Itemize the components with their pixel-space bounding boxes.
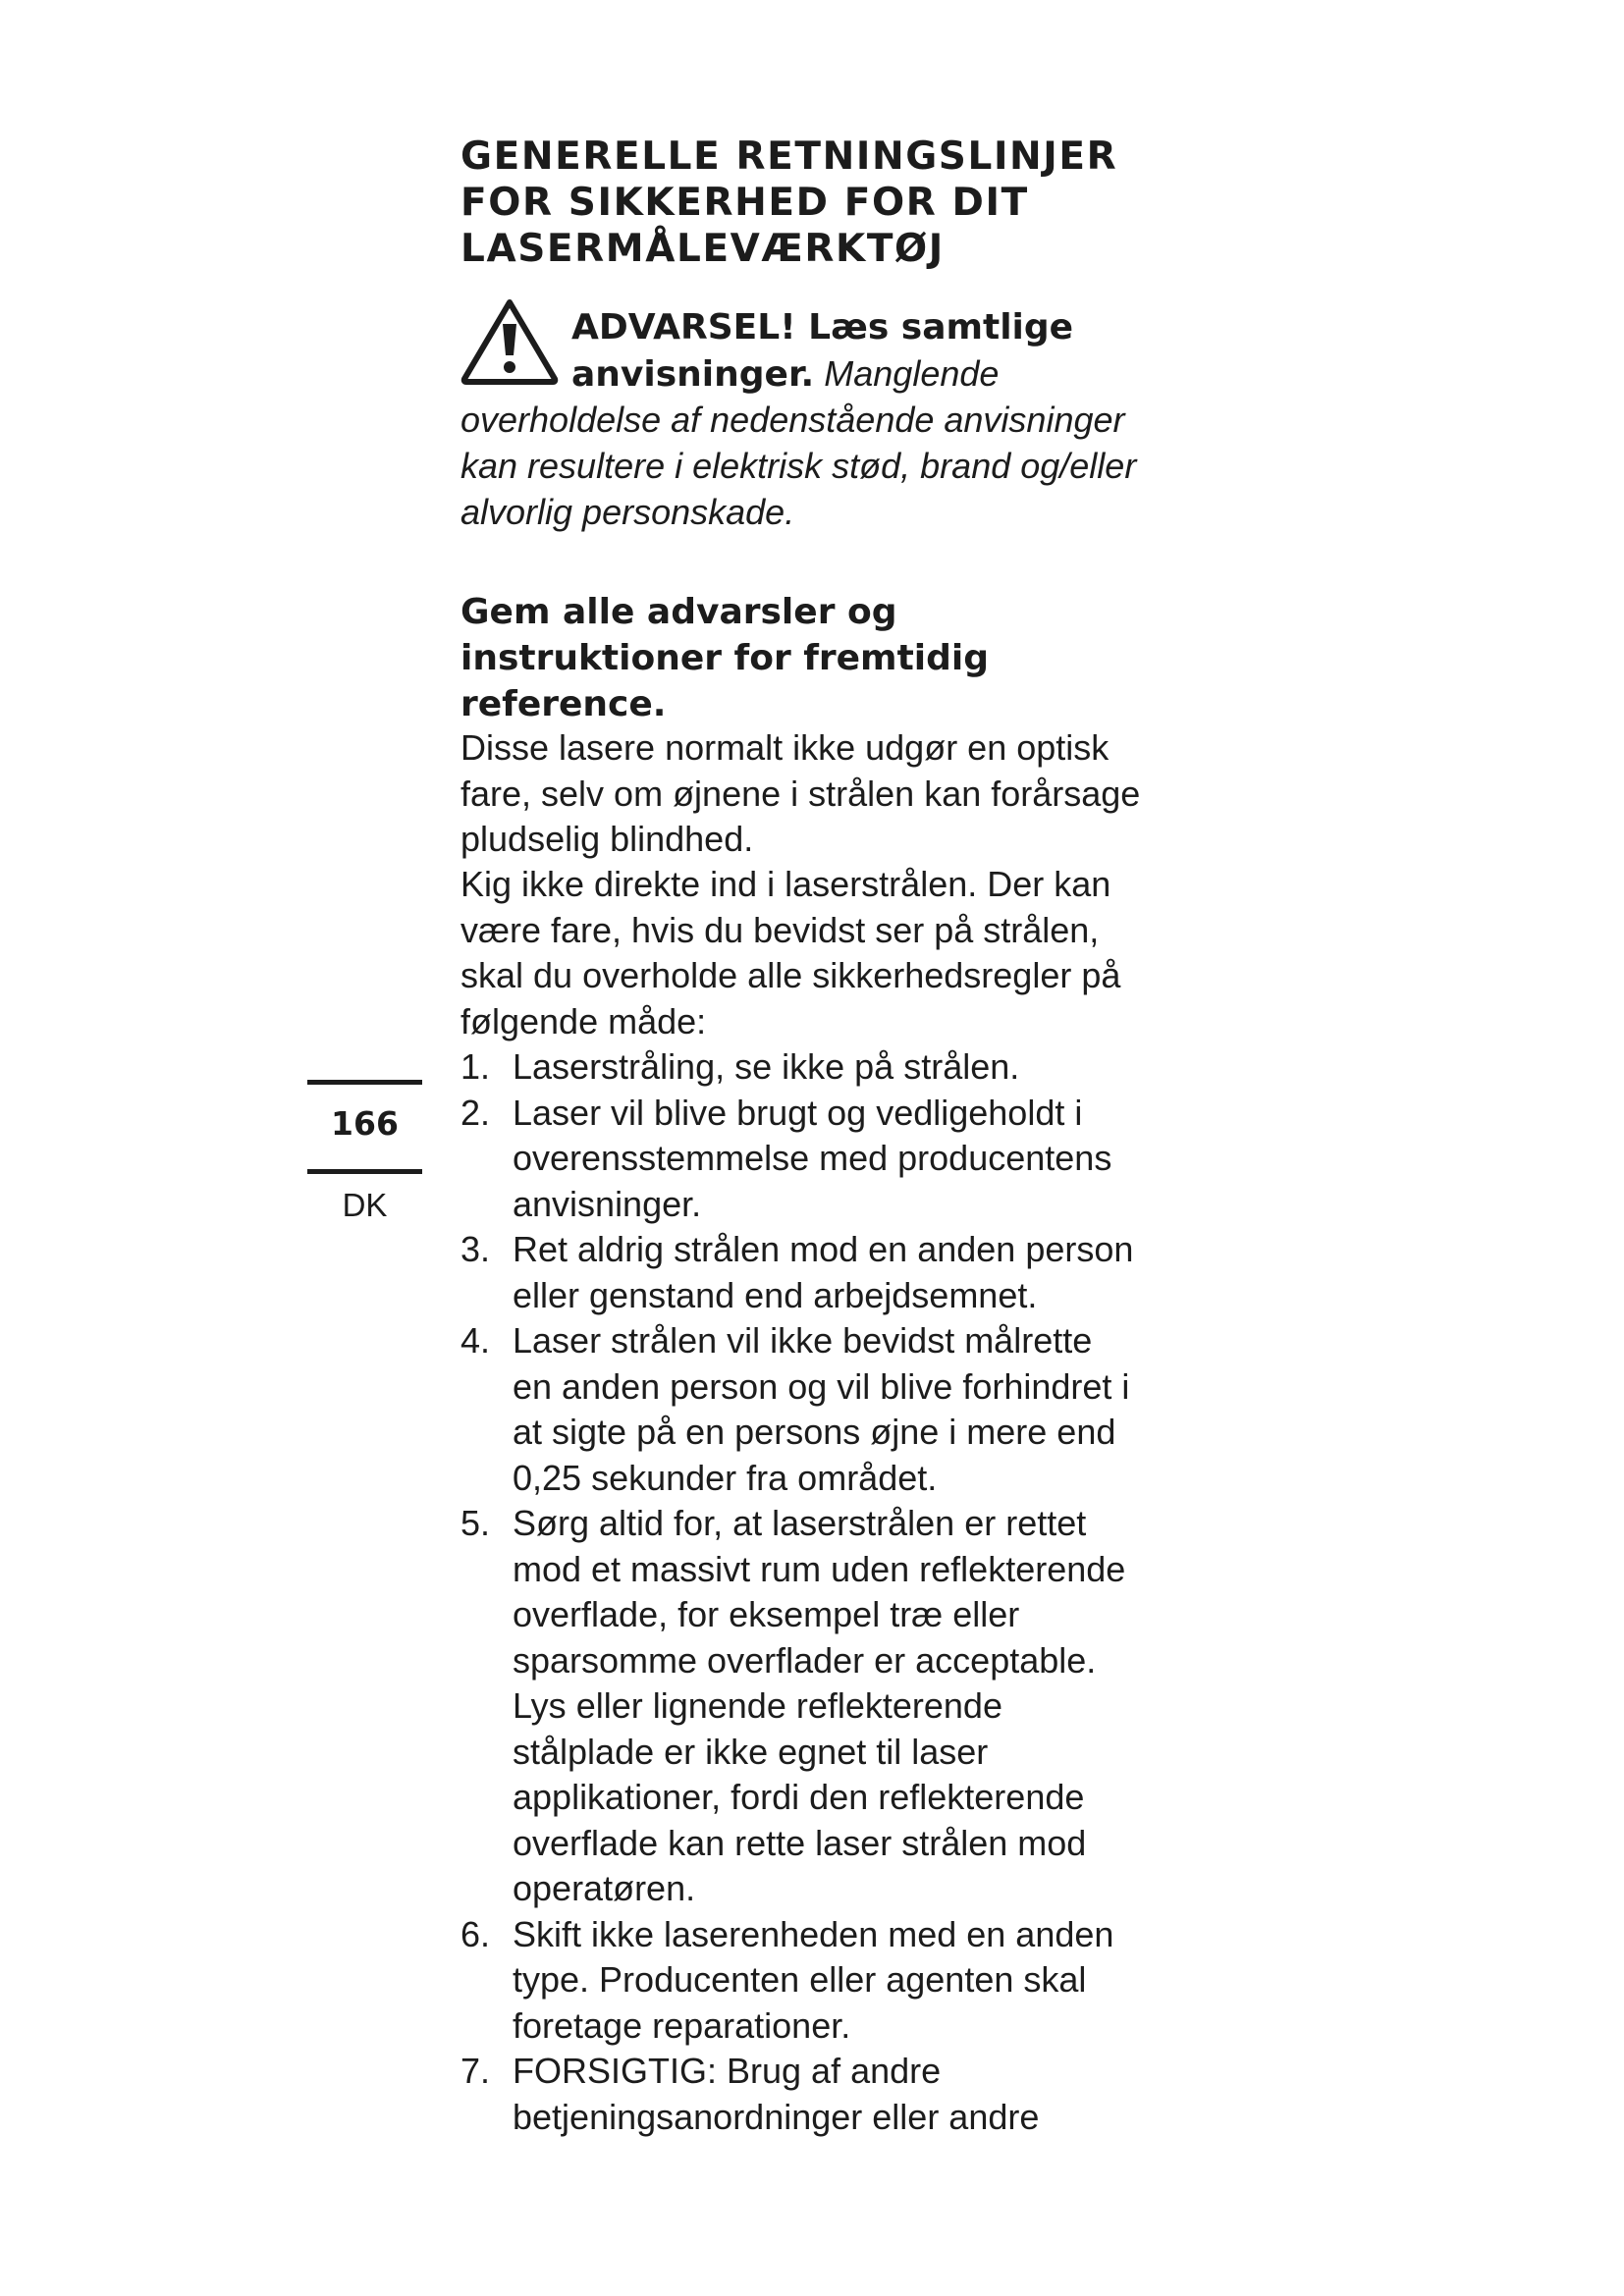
page-title <box>460 133 1344 272</box>
list-item <box>460 1912 1246 2050</box>
warning-line-4: alvorlig personskade. <box>460 492 795 532</box>
list-item-line: eller genstand end arbejdsemnet. <box>513 1274 1038 1315</box>
title-line-1: GENERELLE RETNINGSLINJER <box>460 134 1118 179</box>
list-item-line: at sigte på en persons øjne i mere end <box>513 1412 1116 1452</box>
list-item-number: 3. <box>460 1229 491 1269</box>
list-item-line: Sørg altid for, at laserstrålen er rettet <box>513 1503 1087 1543</box>
list-item-line: Lys eller lignende reflekterende <box>513 1685 1002 1726</box>
list-item-line: FORSIGTIG: Brug af andre <box>513 2051 942 2091</box>
list-item-line: Skift ikke laserenheden med en anden <box>513 1913 1114 1954</box>
intro-p2-line: Kig ikke direkte ind i laserstrålen. Der kan <box>460 864 1111 904</box>
language-code: DK <box>342 1187 388 1223</box>
intro-paragraph-2 <box>460 862 1226 1044</box>
intro-p1-line: Disse lasere normalt ikke udgør en optisk <box>460 727 1110 768</box>
title-line-2: FOR SIKKERHED FOR DIT <box>460 181 1029 225</box>
list-item-line: mod et massivt rum uden reflekterende <box>513 1548 1126 1589</box>
list-item-line: anvisninger. <box>513 1183 702 1224</box>
list-item-number: 2. <box>460 1092 491 1133</box>
intro-p2-line: følgende måde: <box>460 1000 707 1041</box>
warning-line-2: overholdelse af nedenstående anvisninger <box>460 400 1125 440</box>
list-item-line: Laser strålen vil ikke bevidst målrette <box>513 1320 1093 1361</box>
list-item <box>460 1227 1246 1318</box>
list-item-line: overflade kan rette laser strålen mod <box>513 1822 1087 1863</box>
list-item-number: 6. <box>460 1913 491 1954</box>
list-item-line: stålplade er ikke egnet til laser <box>513 1731 989 1772</box>
list-item <box>460 1044 1246 1091</box>
save-instructions-heading <box>460 589 1148 727</box>
list-item-line: type. Producenten eller agenten skal <box>513 1959 1087 2000</box>
list-item-line: sparsomme overflader er acceptable. <box>513 1639 1097 1681</box>
save-heading-line-2: instruktioner for fremtidig <box>460 638 989 678</box>
list-item-line: Ret aldrig strålen mod en anden person <box>513 1229 1134 1269</box>
list-item-line: foretage reparationer. <box>513 2004 851 2046</box>
marker-rule-top <box>307 1080 422 1085</box>
list-item-number: 5. <box>460 1503 491 1543</box>
list-item-number: 4. <box>460 1320 491 1361</box>
list-item-line: Laser vil blive brugt og vedligeholdt i <box>513 1092 1083 1133</box>
intro-paragraph-1 <box>460 725 1226 863</box>
list-item <box>460 1501 1246 1912</box>
list-item-line: overensstemmelse med producentens <box>513 1138 1112 1178</box>
warning-line-1 <box>571 350 999 398</box>
list-item-line: applikationer, fordi den reflekterende <box>513 1777 1085 1817</box>
list-item <box>460 1318 1246 1501</box>
page-number: 166 <box>331 1104 399 1143</box>
page-marker <box>307 1080 422 1225</box>
list-item <box>460 2049 1246 2140</box>
list-item-number: 1. <box>460 1046 491 1087</box>
title-line-3: LASERMÅLEVÆRKTØJ <box>460 227 945 271</box>
intro-p2-line: skal du overholde alle sikkerhedsregler på <box>460 955 1121 995</box>
save-heading-line-3: reference. <box>460 684 667 724</box>
intro-p2-line: være fare, hvis du bevidst ser på strålen, <box>460 909 1100 950</box>
list-item-line: operatøren. <box>513 1868 696 1908</box>
warning-triangle-icon <box>460 298 559 385</box>
intro-p1-line: pludselig blindhed. <box>460 819 754 859</box>
warning-italic-start: Manglende <box>824 353 1000 394</box>
save-heading-line-1: Gem alle advarsler og <box>460 592 897 632</box>
list-item-line: en anden person og vil blive forhindret i <box>513 1365 1130 1407</box>
list-item-line: 0,25 sekunder fra området. <box>513 1457 938 1498</box>
intro-p1-line: fare, selv om øjnene i strålen kan forårsage <box>460 773 1141 814</box>
warning-bold-continuation: anvisninger. <box>571 354 815 395</box>
list-item-line: overflade, for eksempel træ eller <box>513 1594 1020 1634</box>
list-item-line: betjeningsanordninger eller andre <box>513 2096 1040 2137</box>
marker-rule-bottom <box>307 1169 422 1174</box>
list-item <box>460 1091 1246 1228</box>
safety-instruction-list <box>460 1044 1246 2140</box>
list-item-line: Laserstråling, se ikke på strålen. <box>513 1046 1020 1087</box>
warning-line-3: kan resultere i elektrisk stød, brand og/eller <box>460 446 1137 486</box>
warning-heading: ADVARSEL! Læs samtlige <box>571 307 1074 347</box>
list-item-number: 7. <box>460 2051 491 2091</box>
